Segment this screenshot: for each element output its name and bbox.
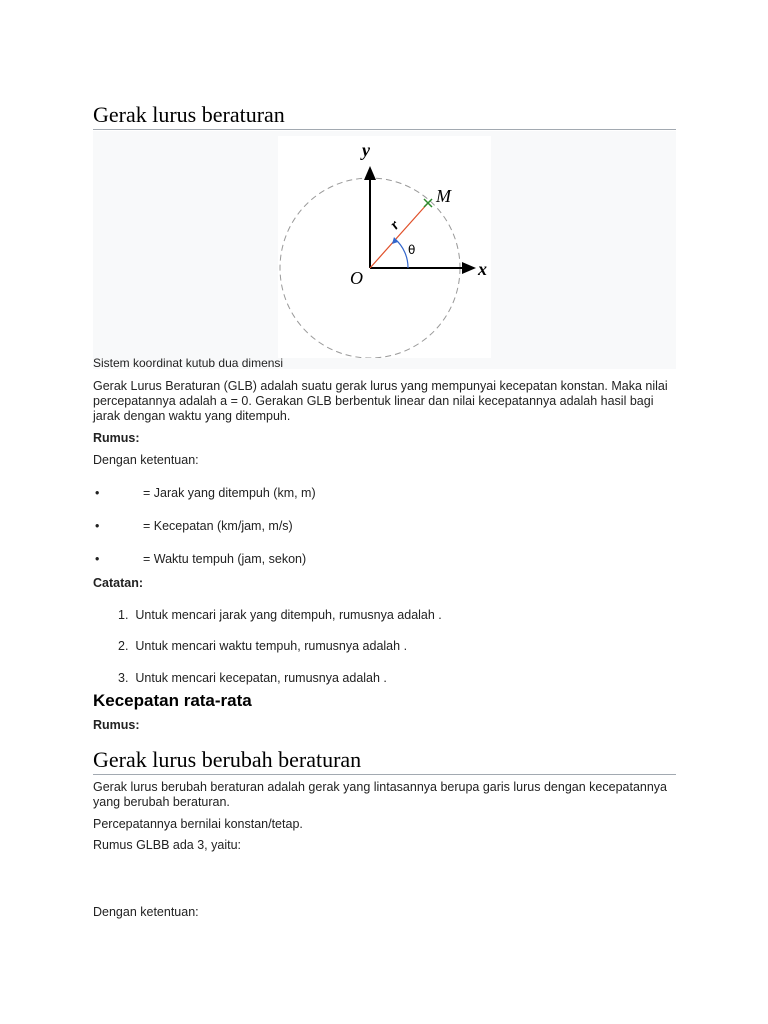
- section-heading-glbb: Gerak lurus berubah beraturan: [93, 747, 676, 775]
- label-origin: O: [350, 268, 363, 288]
- glbb-paragraph-3: Rumus GLBB ada 3, yaitu:: [93, 838, 241, 852]
- list-number: 1.: [118, 608, 136, 622]
- figure-caption: Sistem koordinat kutub dua dimensi: [93, 356, 284, 370]
- list-item: 3. Untuk mencari kecepatan, rumusnya adalah .: [118, 671, 387, 685]
- angle-arc: [395, 239, 408, 268]
- glb-intro-paragraph: Gerak Lurus Beraturan (GLB) adalah suatu gerak lurus yang mempunyai kecepatan konstan. Maka nilai percepatannya adalah a = 0. Gerakan GLB berbentuk linear dan nilai kecepatannya adalah hasil bagi jarak dengan waktu yang ditempuh.: [93, 379, 668, 423]
- bullet-icon: •: [95, 552, 100, 566]
- bullet-icon: •: [95, 486, 100, 500]
- glbb-ketentuan-label: Dengan ketentuan:: [93, 905, 199, 919]
- list-number: 3.: [118, 671, 136, 685]
- figure-polar-coordinates: [93, 131, 676, 369]
- bullet-icon: •: [95, 519, 100, 533]
- glbb-intro-paragraph: Gerak lurus berubah beraturan adalah gerak yang lintasannya berupa garis lurus dengan kecepatannya yang berubah beraturan.: [93, 780, 667, 809]
- radius-line: [370, 203, 428, 268]
- figure-image: [278, 136, 491, 358]
- list-item: 2. Untuk mencari waktu tempuh, rumusnya adalah .: [118, 639, 408, 653]
- rumus-label-2: Rumus:: [93, 718, 140, 732]
- list-item: 1. Untuk mencari jarak yang ditempuh, rumusnya adalah .: [118, 608, 442, 622]
- ketentuan-label: Dengan ketentuan:: [93, 453, 199, 467]
- label-radius: r: [387, 217, 403, 233]
- list-number: 2.: [118, 639, 136, 653]
- label-point: M: [436, 186, 451, 206]
- y-axis-arrow: [364, 166, 376, 180]
- catatan-label: Catatan:: [93, 576, 144, 590]
- x-axis-arrow: [462, 262, 476, 274]
- label-x: x: [478, 259, 487, 279]
- polar-diagram: [278, 136, 491, 358]
- section-heading-kecepatan-rata-rata: Kecepatan rata-rata: [93, 691, 252, 710]
- label-angle: θ: [408, 243, 416, 257]
- point-marker: [424, 199, 432, 207]
- label-y: y: [362, 140, 370, 160]
- glbb-paragraph-2: Percepatannya bernilai konstan/tetap.: [93, 817, 303, 831]
- rumus-label: Rumus:: [93, 431, 140, 445]
- section-heading-glb: Gerak lurus beraturan: [93, 102, 676, 130]
